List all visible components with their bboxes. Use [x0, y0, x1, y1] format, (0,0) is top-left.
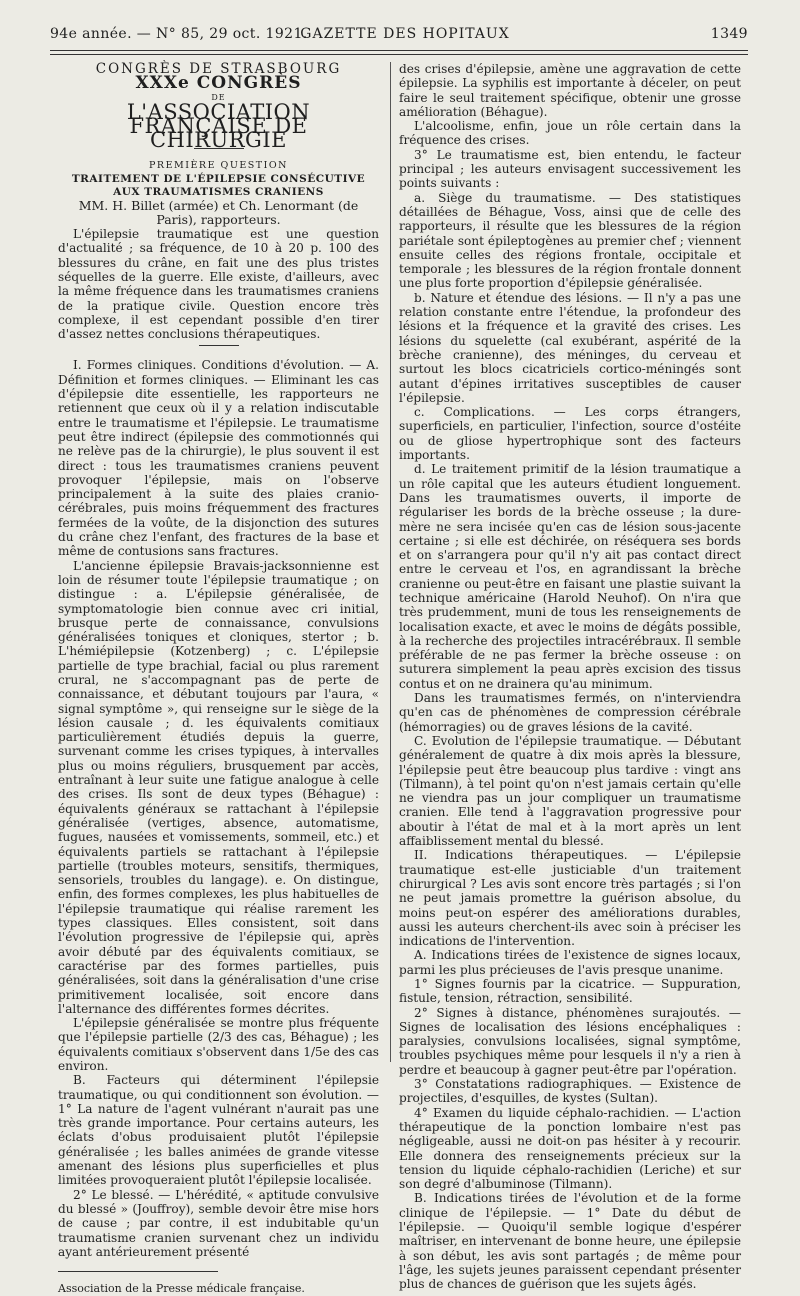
- paragraph: A. Indications tirées de l'existence de signes locaux, parmi les plus précieuses de l'avis presque unanime.: [399, 948, 741, 977]
- header-rule-top: [50, 50, 748, 51]
- header-rule-bottom: [50, 54, 748, 55]
- paragraph: 2° Signes à distance, phénomènes surajoutés. — Signes de localisation des lésions encéphaliques : paralysies, convulsions localisées, signal symptôme, troubles psychiques même pour lesquels il n'y a rien à perdre et beaucoup à gagner peut-être par l'opération.: [399, 1005, 741, 1077]
- paragraph: L'ancienne épilepsie Bravais-jacksonnienne est loin de résumer toute l'épilepsie traumatique ; on distingue : a. L'épilepsie généralisée, de symptomatologie bien connue avec cri initial, brusque perte de connaissance, convulsions généralisées toniques et cloniques, stertor ; b. L'hémiépilepsie (Kotzenberg) ; c. L'épilepsie partielle de type brachial, facial ou plus rarement crural, ne s'accompagnant pas de perte de connaissance, et débutant toujours par l'aura, « signal symptôme », qui renseigne sur le siège de la lésion causale ; d. les équivalents comitiaux particulièrement étudiés depuis la guerre, survenant comme les crises typiques, à intervalles plus ou moins réguliers, brusquement par accès, entraînant à leur suite une fatigue analogue à celle des crises. Ils sont de deux types (Béhague) : équivalents généraux se rattachant à l'épilepsie généralisée (vertiges, absence, automatisme, fugues, nausées et vomissements, sommeil, etc.) et équivalents partiels se rattachant à l'épilepsie partielle (troubles moteurs, sensitifs, thermiques, sensoriels, troubles du langage). e. On distingue, enfin, des formes complexes, les plus habituelles de l'épilepsie traumatique qui réalise rarement les types classiques. Elles consistent, soit dans l'évolution progressive de l'épilepsie qui, après avoir débuté par des équivalents comitiaux, se caractérise par des formes partielles, puis généralisées, soit dans la généralisation d'une crise primitivement localisée, soit encore dans l'alternance des différentes formes décrites.: [58, 558, 379, 1016]
- paragraph: 2° Le blessé. — L'hérédité, « aptitude convulsive du blessé » (Jouffroy), semble devoir être mise hors de cause ; par contre, il est indubitable qu'un traumatisme cranien survenant chez un individu ayant antérieurement présenté: [58, 1187, 379, 1259]
- page-number: 1349: [710, 26, 748, 42]
- paragraph: des crises d'épilepsie, amène une aggravation de cette épilepsie. La syphilis est importante à déceler, on peut faire le seul traitement spécifique, obtenir une grosse amélioration (Béhague).: [399, 62, 741, 119]
- de-label: DE: [211, 92, 226, 102]
- paragraph: 4° Examen du liquide céphalo-rachidien. — L'action thérapeutique de la ponction lombaire n'est pas négligeable, aussi ne doit-on pas hésiter à y recourir. Elle donnera des renseignements précieux sur la tension du liquide céphalo-rachidien (Leriche) et sur son degré d'albuminose (Tilmann).: [399, 1105, 741, 1192]
- left-column: [58, 61, 379, 1296]
- paragraph: C. Evolution de l'épilepsie traumatique. — Débutant généralement de quatre à dix mois après la blessure, l'épilepsie peut être beaucoup plus tardive : vingt ans (Tilmann), à tel point qu'on n'est jamais certain qu'elle ne viendra pas un jour compliquer un traumatisme cranien. Elle tend à l'aggravation progressive pour aboutir à l'état de mal et à la mort après un lent affaiblissement mental du blessé.: [399, 733, 741, 849]
- footnote-rule: [58, 1271, 218, 1272]
- congress-title: CONGRÈS DE STRASBOURG: [95, 61, 342, 77]
- paragraph: c. Complications. — Les corps étrangers, superficiels, en particulier, l'infection, source d'ostéite ou de gliose hypertrophique sont des facteurs importants.: [399, 405, 741, 463]
- issue-info: 94e année. — N° 85, 29 oct. 1921.: [50, 26, 308, 42]
- question-label: PREMIÈRE QUESTION: [149, 159, 288, 171]
- paragraph: I. Formes cliniques. Conditions d'évolution. — A. Définition et formes cliniques. — Eliminant les cas d'épilepsie dite essentielle, les rapporteurs ne retiennent que ceux où il y a relation indiscutable entre le traumatisme et l'épilepsie. Le traumatisme peut être indirect (épilepsie des commotionnés qui ne relève pas de la chirurgie), le plus souvent il est direct : tous les traumatismes craniens peuvent provoquer l'épilepsie, mais on l'observe principalement à la suite des plaies cranio-cérébrales, puis moins fréquemment des fractures fermées de la voûte, de la disjonction des sutures du crâne chez l'enfant, des fractures de la base et même de contusions sans fractures.: [58, 358, 379, 559]
- rapporteurs: MM. H. Billet (armée) et Ch. Lenormant (de Paris), rapporteurs.: [78, 198, 359, 228]
- paragraph: 3° Le traumatisme est, bien entendu, le facteur principal ; les auteurs envisagent successivement les points suivants :: [399, 147, 741, 191]
- paragraph: L'épilepsie généralisée se montre plus fréquente que l'épilepsie partielle (2/3 des cas, Béhague) ; les équivalents comitiaux s'observent dans 1/5e des cas environ.: [58, 1016, 379, 1073]
- paragraph: 3° Constatations radiographiques. — Existence de projectiles, d'esquilles, de kystes (Sultan).: [399, 1077, 741, 1106]
- paragraph: a. Siège du traumatisme. — Des statistiques détaillées de Béhague, Voss, ainsi que de celle des rapporteurs, il résulte que les blessures de la région pariétale sont épileptogènes au premier chef ; viennent ensuite celles des régions frontale, occipitale et temporale ; les blessures de la région frontale donnent une plus forte proportion d'épilepsie généralisée.: [399, 190, 741, 291]
- paragraph: 1° Signes fournis par la cicatrice. — Suppuration, fistule, tension, rétraction, sensibilité.: [399, 977, 741, 1006]
- paragraph: b. Nature et étendue des lésions. — Il n'y a pas une relation constante entre l'étendue, la profondeur des lésions et la fréquence et la gravité des crises. Les lésions du squelette (cal exubérant, aspérité de la brèche cranienne), des méninges, du cerveau et surtout les blocs cicatriciels cortico-méningés sont autant d'épines irritatives susceptibles de causer l'épilepsie.: [399, 290, 741, 405]
- association-title: L'ASSOCIATION FRANÇAISE DE CHIRURGIE: [126, 99, 311, 153]
- paragraph: B. Facteurs qui déterminent l'épilepsie traumatique, ou qui conditionnent son évolution. — 1° La nature de l'agent vulnérant n'aurait pas une très grande importance. Pour certains auteurs, les éclats d'obus produisaient plutôt l'épilepsie généralisée ; les balles animées de grande vitesse amenant des lésions plus superficielles et plus limitées provoqueraient plutôt l'épilepsie localisée.: [58, 1073, 379, 1188]
- paragraph: II. Indications thérapeutiques. — L'épilepsie traumatique est-elle justiciable d'un traitement chirurgical ? Les avis sont encore très partagés ; si l'on ne peut jamais promettre la guérison absolue, du moins peut-on espérer des améliorations durables, aussi les auteurs cherchent-ils avec soin à préciser les indications de l'intervention.: [399, 848, 741, 949]
- paragraph: d. Le traitement primitif de la lésion traumatique a un rôle capital que les auteurs étudient longuement. Dans les traumatismes ouverts, il importe de régulariser les bords de la brèche osseuse ; la dure-mère ne sera incisée qu'en cas de lésion sous-jacente certaine ; si elle est déchirée, on réséquera ses bords et on s'arrangera pour qu'il n'y ait pas contact direct entre le cerveau et l'os, en agrandissant la brèche cranienne ou peut-être en faisant une plastie suivant la technique américaine (Harold Neuhof). On n'ira que très prudemment, muni de tous les renseignements de localisation exacte, et avec le moins de dégâts possible, à la recherche des projectiles intracérébraux. Il semble préférable de ne pas fermer la brèche osseuse : on suturera simplement la peau après excision des tissus contus et on ne drainera qu'au minimum.: [399, 462, 742, 691]
- paragraph: Dans les traumatismes fermés, on n'interviendra qu'en cas de phénomènes de compression cérébrale (hémorragies) ou de graves lésions de la cavité.: [399, 691, 741, 734]
- footnote: Association de la Presse médicale française.: [58, 1282, 305, 1296]
- section-rule: [199, 345, 239, 346]
- page-header: [0, 0, 800, 56]
- question-title: TRAITEMENT DE L'ÉPILEPSIE CONSÉCUTIVE AUX TRAUMATISMES CRANIENS: [71, 173, 366, 199]
- paragraph: B. Indications tirées de l'évolution et de la forme clinique de l'épilepsie. — 1° Date du début de l'épilepsie. — Quoiqu'il semble logique d'espérer maîtriser, en intervenant de bonne heure, une épilepsie à son début, les avis sont partagés ; de même pour l'âge, les sujets jeunes paraissent cependant présenter plus de chances de guérison que les sujets âgés.: [399, 1191, 741, 1292]
- paragraph: L'épilepsie traumatique est une question d'actualité ; sa fréquence, de 10 à 20 p. 100 des blessures du crâne, en fait une des plus tristes séquelles de la guerre. Elle existe, d'ailleurs, avec la même fréquence dans les traumatismes craniens de la pratique civile. Question encore très complexe, il est cependant possible d'en tirer d'assez nettes conclusions thérapeutiques.: [58, 227, 379, 342]
- paragraph: L'alcoolisme, enfin, joue un rôle certain dans la fréquence des crises.: [399, 119, 741, 148]
- column-divider: [390, 62, 391, 1062]
- journal-title: GAZETTE DES HOPITAUX: [300, 26, 510, 42]
- right-column: [399, 62, 742, 1292]
- congress-number: XXXe CONGRÈS: [135, 73, 302, 94]
